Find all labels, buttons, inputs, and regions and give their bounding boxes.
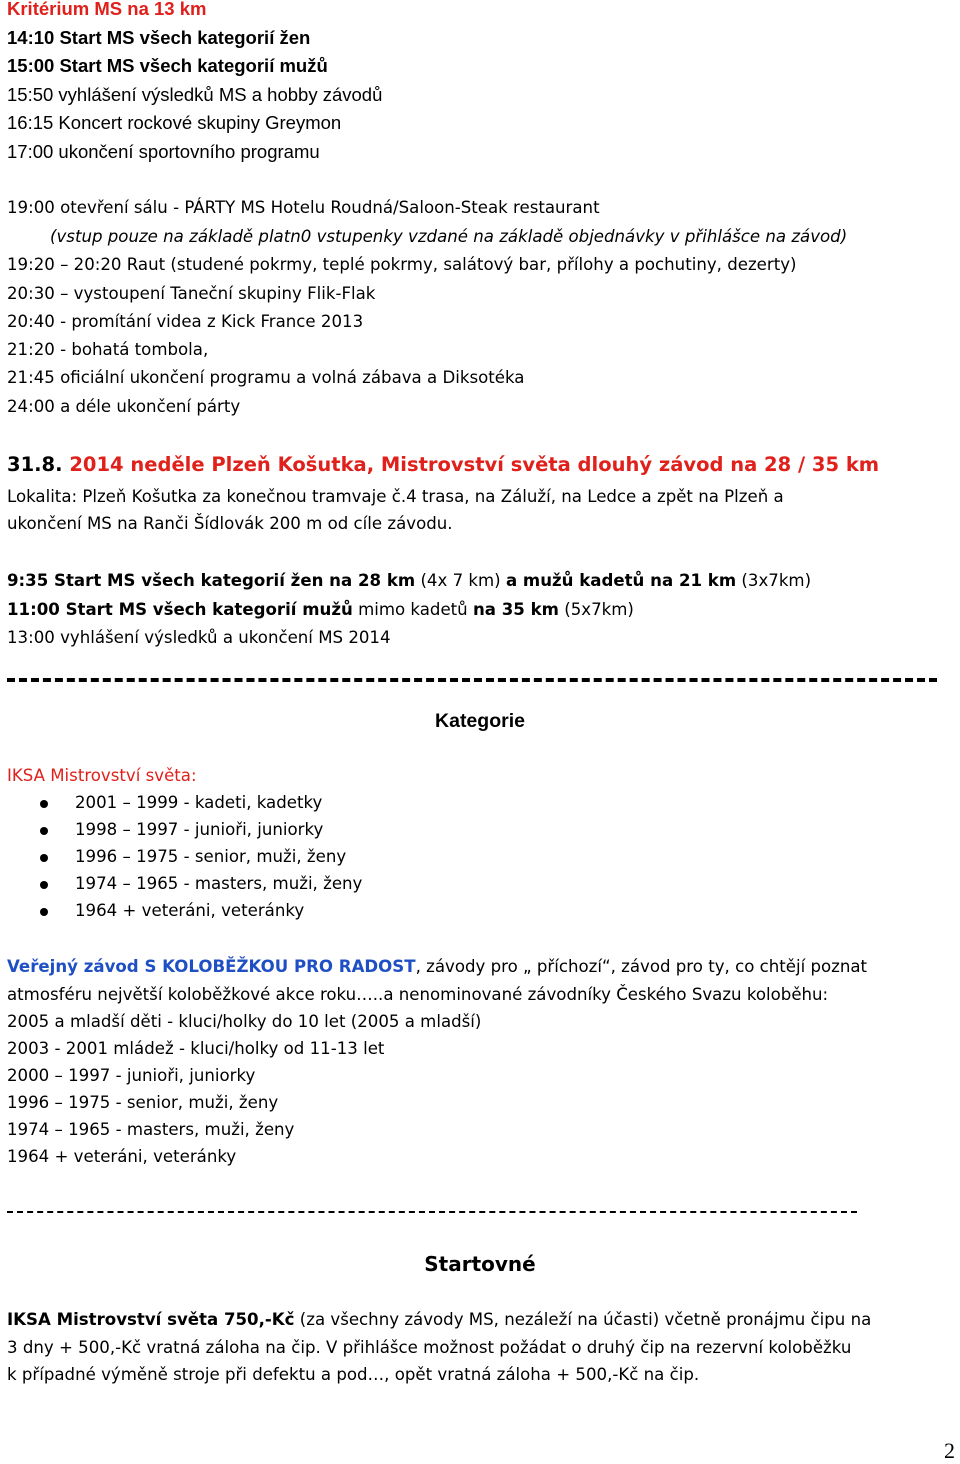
bullet [40,827,48,835]
divider [7,1211,857,1213]
category-item: 1996 – 1975 - senior, muži, ženy [75,847,347,866]
bullet [40,854,48,862]
sunday-title-rest: 2014 neděle Plzeň Košutka, Mistrovství světa dlouhý závod na 28 / 35 km [62,453,880,476]
page-number: 2 [944,1438,955,1463]
sunday-date: 31.8. [7,453,63,476]
schedule-line: 15:50 vyhlášení výsledků MS a hobby závodů [7,84,383,105]
bullet [40,908,48,916]
public-race-line [7,955,867,979]
party-note: (vstup pouze na základě platn0 vstupenky vzdané na základě objednávky v přihlášce na závod) [50,227,848,246]
start-text: (5x7km) [558,600,634,619]
schedule-line: 16:15 Koncert rockové skupiny Greymon [7,112,342,133]
public-category: 2000 – 1997 - junioři, juniorky [7,1066,256,1085]
schedule-line: 15:00 Start MS všech kategorií mužů [7,55,328,76]
public-category: 1974 – 1965 - masters, muži, ženy [7,1120,295,1139]
public-race-title: Veřejný závod S KOLOBĚŽKOU PRO RADOST [7,957,416,976]
start-text: na 35 km [472,600,559,619]
sunday-locality: ukončení MS na Ranči Šídlovák 200 m od cíle závodu. [7,514,453,533]
start-text: (4x 7 km) [415,571,506,590]
startovne-heading: Startovné [424,1252,536,1276]
public-category: 1996 – 1975 - senior, muži, ženy [7,1093,279,1112]
start-text: 9:35 Start MS všech kategorií žen na 28 km [7,571,416,590]
public-category: 2005 a mladší děti - kluci/holky do 10 let (2005 a mladší) [7,1012,482,1031]
bullet [40,881,48,889]
party-line: 20:30 – vystoupení Taneční skupiny Flik-Flak [7,284,376,303]
public-race-text: , závody pro „ příchozí“, závod pro ty, co chtějí poznat [415,957,868,976]
fee-line: k případné výměně stroje při defektu a pod…, opět vratná záloha + 500,-Kč na čip. [7,1365,700,1384]
start-text: a mužů kadetů na 21 km [505,571,737,590]
bullet [40,800,48,808]
start-text: (3x7km) [736,571,812,590]
party-line: 21:20 - bohatá tombola, [7,340,209,359]
public-race-text: atmosféru největší koloběžkové akce roku…..a nenominované závodníky Českého Svazu koloběhu: [7,985,829,1004]
start-text: 11:00 Start MS všech kategorií mužů [7,600,353,619]
sunday-locality: Lokalita: Plzeň Košutka za konečnou tramvaje č.4 trasa, na Záluží, na Ledce a zpět na Plzeň a [7,487,784,506]
kategorie-heading: Kategorie [435,710,525,732]
category-item: 1974 – 1965 - masters, muži, ženy [75,874,363,893]
party-line: 19:00 otevření sálu - PÁRTY MS Hotelu Roudná/Saloon-Steak restaurant [7,198,600,217]
category-item: 2001 – 1999 - kadeti, kadetky [75,793,323,812]
start-line-1 [7,569,811,593]
divider [7,678,937,682]
category-item: 1998 – 1997 - junioři, juniorky [75,820,324,839]
public-category: 1964 + veteráni, veteránky [7,1147,237,1166]
party-line: 20:40 - promítání videa z Kick France 2013 [7,312,364,331]
schedule-line: 17:00 ukončení sportovního programu [7,141,320,162]
results-line: 13:00 vyhlášení výsledků a ukončení MS 2014 [7,628,391,647]
public-category: 2003 - 2001 mládež - kluci/holky od 11-13 let [7,1039,385,1058]
fee-bold: IKSA Mistrovství světa 750,-Kč [7,1310,295,1329]
fee-line [7,1308,871,1332]
start-line-2 [7,598,634,622]
start-text: mimo kadetů [352,600,473,619]
fee-text: (za všechny závody MS, nezáleží na účasti) včetně pronájmu čipu na [294,1310,872,1329]
iksa-title: IKSA Mistrovství světa: [7,766,197,785]
schedule-line: 14:10 Start MS všech kategorií žen [7,27,311,48]
party-line: 21:45 oficiální ukončení programu a volná zábava a Diksotéka [7,368,525,387]
sunday-title [7,453,879,477]
party-line: 19:20 – 20:20 Raut (studené pokrmy, teplé pokrmy, salátový bar, přílohy a pochutiny, dezerty) [7,255,797,274]
fee-line: 3 dny + 500,-Kč vratná záloha na čip. V přihlášce možnost požádat o druhý čip na rezervní koloběžku [7,1338,852,1357]
category-item: 1964 + veteráni, veteránky [75,901,305,920]
party-line: 24:00 a déle ukončení párty [7,397,241,416]
kriterium-title: Kritérium MS na 13 km [7,0,207,19]
